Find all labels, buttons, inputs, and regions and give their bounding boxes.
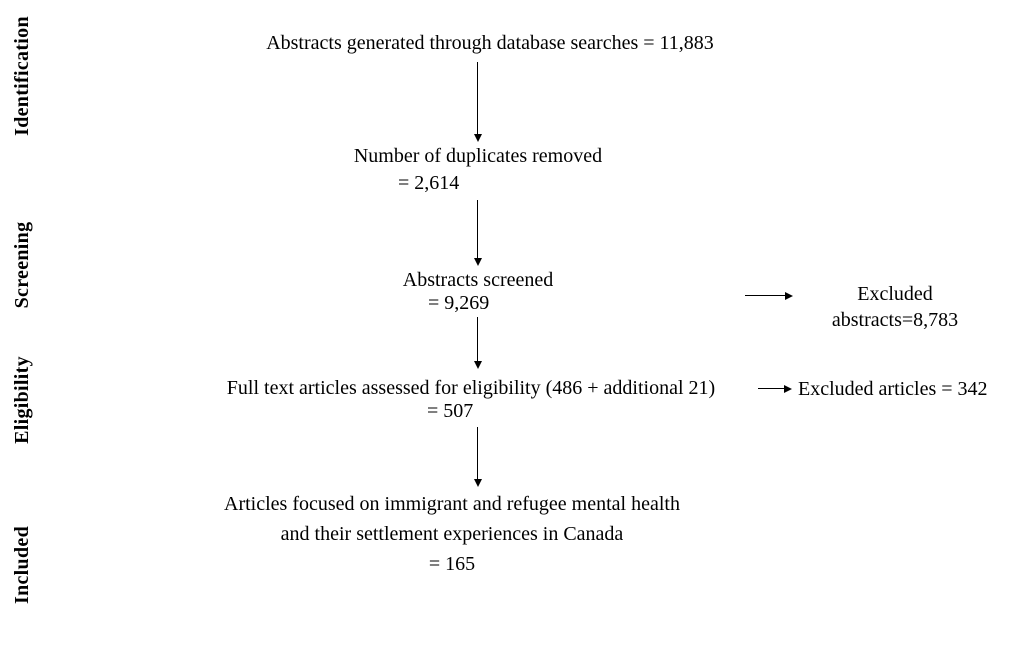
- excluded-abstracts-line2: abstracts=8,783: [831, 309, 959, 331]
- arrow-right-to-excluded-abstracts: [745, 295, 785, 296]
- included-articles-line1: Articles focused on immigrant and refugee mental health: [224, 493, 680, 515]
- stage-label-screening: Screening: [11, 221, 33, 309]
- node-fulltext-assessed-line1: Full text articles assessed for eligibility (486 + additional 21): [226, 377, 716, 399]
- excluded-abstracts-line1: Excluded: [857, 283, 933, 305]
- node-database-search: Abstracts generated through database searches = 11,883: [266, 32, 714, 54]
- node-included-articles: [152, 489, 752, 579]
- included-articles-line2: and their settlement experiences in Canada: [280, 523, 624, 545]
- node-duplicates-removed-count: = 2,614: [398, 172, 460, 194]
- arrow-down-to-screened: [477, 200, 478, 258]
- node-excluded-abstracts: [805, 281, 985, 333]
- included-articles-count: = 165: [428, 553, 476, 575]
- node-fulltext-assessed-count: = 507: [427, 400, 474, 422]
- node-abstracts-screened-line1: Abstracts screened: [402, 269, 554, 291]
- arrow-right-to-excluded-articles: [758, 388, 784, 389]
- node-duplicates-removed-line1: Number of duplicates removed: [353, 145, 603, 167]
- stage-label-identification: Identification: [11, 16, 33, 136]
- stage-label-eligibility: Eligibility: [11, 356, 33, 444]
- arrow-down-to-included: [477, 427, 478, 479]
- arrow-down-to-duplicates: [477, 62, 478, 134]
- arrow-down-to-fulltext: [477, 317, 478, 361]
- node-excluded-articles: Excluded articles = 342: [798, 378, 988, 400]
- stage-label-included: Included: [11, 526, 33, 604]
- node-abstracts-screened-count: = 9,269: [428, 292, 490, 314]
